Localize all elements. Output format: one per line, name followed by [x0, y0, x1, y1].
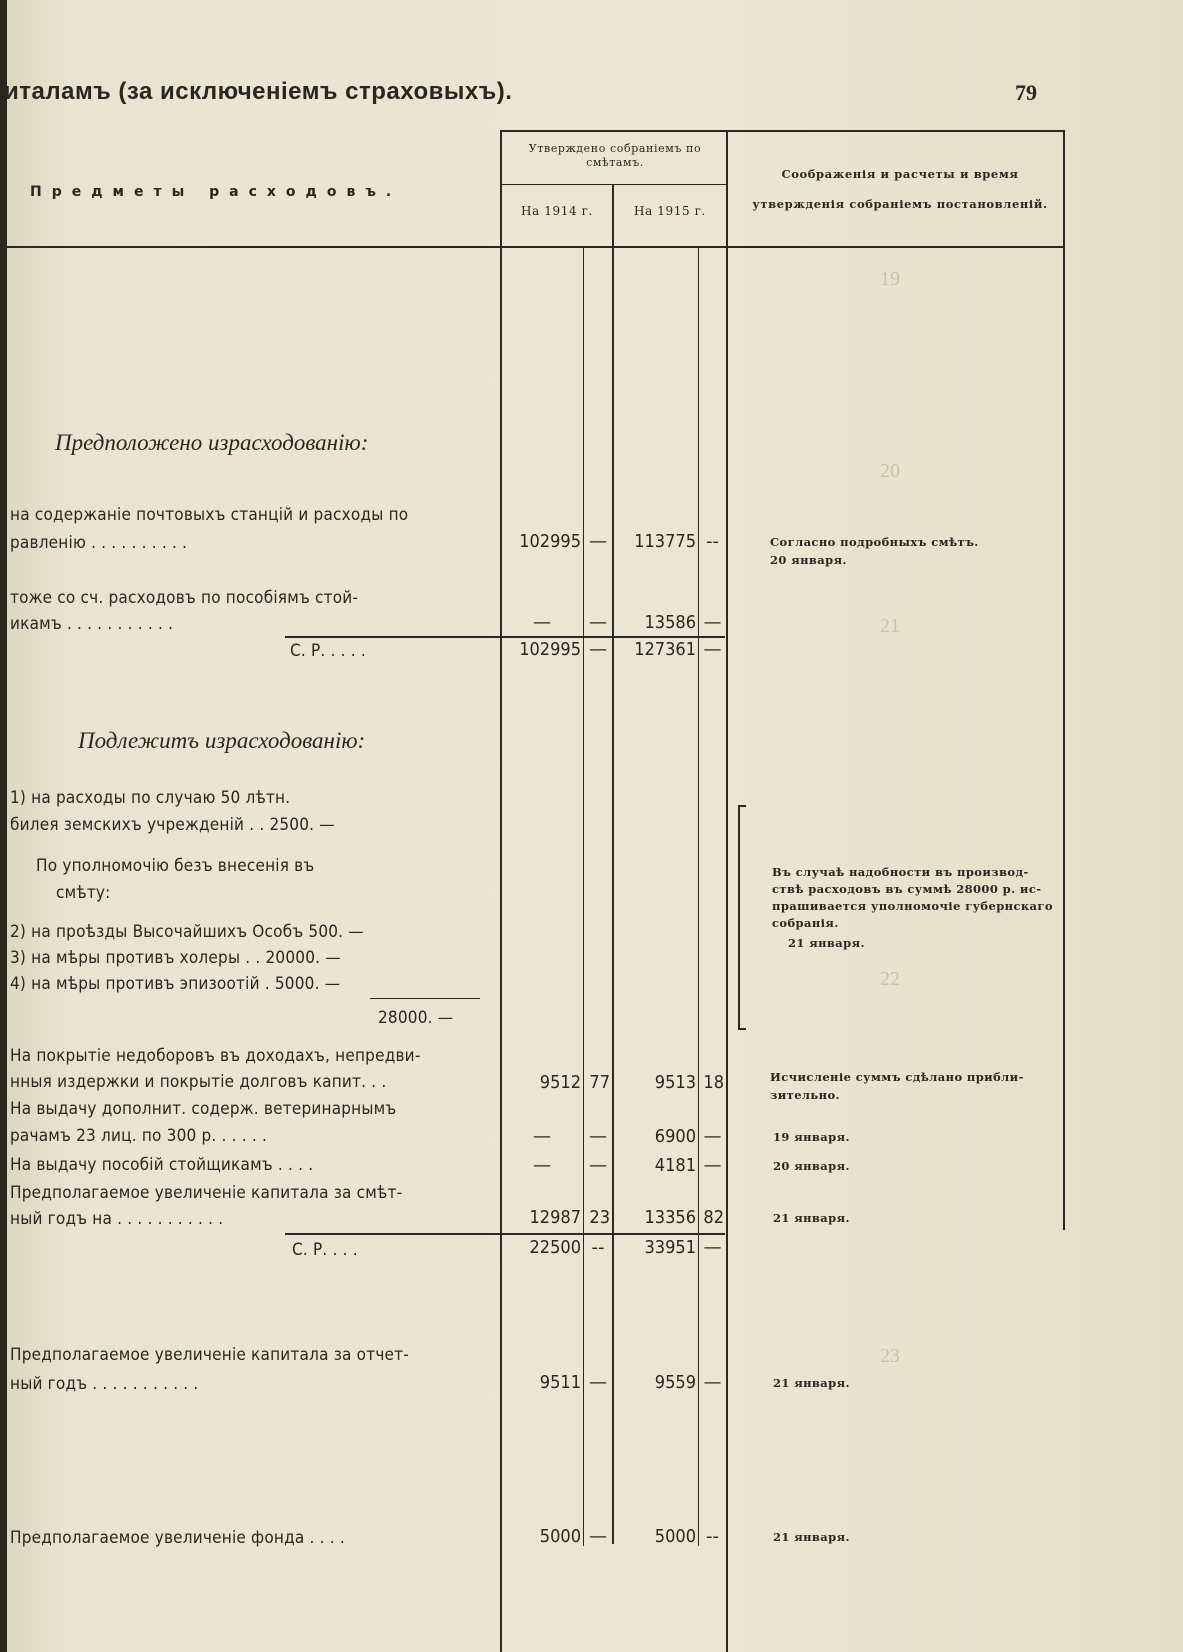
- bleed-through: 19: [880, 268, 900, 290]
- sub-total: 28000. —: [378, 1008, 454, 1028]
- column-header-remarks: Соображенія и расчеты и время утвержденія собраніемъ постановленій.: [752, 167, 1048, 211]
- value-1914-kop: —: [589, 612, 607, 633]
- column-header-approved: Утверждено собраніемъ по смѣтамъ.: [528, 142, 702, 169]
- column-header-subjects: Предметы расходовъ.: [30, 184, 402, 200]
- bleed-through: 21: [880, 615, 900, 637]
- value-1915-kop: —: [703, 1126, 722, 1147]
- col-divider-1914-kop: [583, 246, 584, 1546]
- row-label-line2: икамъ . . . . . . . . . . .: [10, 614, 174, 634]
- remark-date: 20 января.: [773, 1159, 850, 1173]
- remark-text: собранія.: [772, 916, 839, 930]
- subtotal-1915-rub: 33951: [644, 1237, 696, 1258]
- value-1914-kop: 77: [589, 1072, 610, 1093]
- value-1914-kop: —: [589, 1126, 607, 1147]
- bracket: [738, 805, 740, 1030]
- bleed-through: 20: [880, 460, 900, 482]
- value-1915-kop: --: [706, 1526, 719, 1547]
- value-1915-rub: 113775: [634, 531, 696, 552]
- sub-item: смѣту:: [56, 883, 111, 903]
- value-1915-kop: —: [703, 1372, 722, 1393]
- value-1914-rub: 9512: [539, 1072, 581, 1093]
- sub-item: 4) на мѣры противъ эпизоотій . 5000. —: [10, 974, 341, 994]
- remark-date: 20 января.: [770, 553, 847, 567]
- row-label-line1: На выдачу пособій стойщикамъ . . . .: [10, 1155, 314, 1175]
- value-1915-kop: 82: [703, 1207, 724, 1228]
- row-label-line1: На выдачу дополнит. содерж. ветеринарнымъ: [10, 1099, 397, 1119]
- remark-date: 21 января.: [773, 1530, 850, 1544]
- remark-date: 21 января.: [788, 936, 865, 950]
- value-1914-kop: —: [589, 531, 607, 552]
- row-label-line2: рачамъ 23 лиц. по 300 р. . . . . .: [10, 1126, 268, 1146]
- value-1914-rub: 9511: [539, 1372, 581, 1393]
- bleed-through: 23: [880, 1345, 900, 1367]
- value-1915-rub: 6900: [654, 1126, 696, 1147]
- value-1914-rub: 12987: [529, 1207, 581, 1228]
- value-1915-rub: 13356: [644, 1207, 696, 1228]
- section-heading-proposed: Предположено израсходованію:: [55, 430, 369, 455]
- column-header-1914: На 1914 г.: [521, 204, 593, 218]
- value-1915-kop: 18: [703, 1072, 724, 1093]
- value-1914-kop: —: [589, 1526, 607, 1547]
- bracket-bottom: [738, 1028, 746, 1030]
- sub-total-rule: [370, 998, 480, 999]
- row-label-line2: ный годъ . . . . . . . . . . .: [10, 1374, 199, 1394]
- value-1914-rub: —: [533, 1126, 551, 1147]
- remark-text: Согласно подробныхъ смѣтъ.: [770, 535, 979, 549]
- row-label-line1: Предполагаемое увеличеніе фонда . . . .: [10, 1528, 345, 1548]
- remark-text: зительно.: [770, 1088, 840, 1102]
- remark-date: 21 января.: [773, 1376, 850, 1390]
- row-label-line1: На покрытіе недоборовъ въ доходахъ, непредви-: [10, 1046, 421, 1066]
- col-divider-1914: [612, 184, 614, 1544]
- value-1915-rub: 9513: [654, 1072, 696, 1093]
- bracket-top: [738, 805, 746, 807]
- sub-item: 3) на мѣры противъ холеры . . 20000. —: [10, 948, 341, 968]
- bleed-through: 22: [880, 968, 900, 990]
- subtotal-1915-rub: 127361: [634, 639, 696, 660]
- sub-item: По уполномочію безъ внесенія въ: [36, 856, 315, 876]
- subtotal-rule: [285, 636, 725, 638]
- row-label-line1: Предполагаемое увеличеніе капитала за смѣт-: [10, 1183, 403, 1203]
- subtotal-1914-kop: —: [589, 639, 607, 660]
- row-label-line2: равленію . . . . . . . . . .: [10, 533, 188, 553]
- page-number: 79: [1015, 80, 1037, 105]
- subtotal-rule: [285, 1233, 725, 1235]
- remark-text: Въ случаѣ надобности въ производ-: [772, 865, 1029, 879]
- column-header-1915: На 1915 г.: [634, 204, 706, 218]
- value-1914-rub: —: [533, 612, 551, 633]
- page-header-title: италамъ (за исключеніемъ страховыхъ).: [4, 78, 513, 105]
- value-1915-rub: 5000: [654, 1526, 696, 1547]
- value-1915-kop: —: [703, 612, 722, 633]
- col-divider-1915-kop: [698, 246, 699, 1546]
- section-heading-subject-to: Подлежитъ израсходованію:: [78, 728, 366, 753]
- row-label-line1: тоже со сч. расходовъ по пособіямъ стой-: [10, 588, 359, 608]
- col-divider-remarks: [726, 130, 728, 1652]
- subtotal-1915-kop: —: [703, 639, 722, 660]
- subtotal-1915-kop: —: [703, 1237, 722, 1258]
- remark-text: прашивается уполномочіе губернскаго: [772, 899, 1053, 913]
- subtotal-1914-rub: 22500: [529, 1237, 581, 1258]
- value-1914-kop: 23: [589, 1207, 610, 1228]
- value-1915-kop: —: [703, 1155, 722, 1176]
- value-1914-rub: —: [533, 1155, 551, 1176]
- value-1915-rub: 4181: [654, 1155, 696, 1176]
- value-1914-kop: —: [589, 1155, 607, 1176]
- subtotal-label: С. Р. . . .: [292, 1240, 358, 1260]
- table-right-edge: [1063, 130, 1065, 1230]
- value-1914-rub: 5000: [539, 1526, 581, 1547]
- value-1914-rub: 102995: [519, 531, 581, 552]
- row-label-line1: на содержаніе почтовыхъ станцій и расходы по: [10, 505, 409, 525]
- remark-text: Исчисленіе суммъ сдѣлано прибли-: [770, 1070, 1024, 1084]
- value-1914-kop: —: [589, 1372, 607, 1393]
- row-label-line2: нныя издержки и покрытіе долговъ капит. . .: [10, 1072, 387, 1092]
- col-divider-subjects: [500, 130, 502, 1652]
- row-label-line1: Предполагаемое увеличеніе капитала за отчет-: [10, 1345, 409, 1365]
- sub-item: 2) на проѣзды Высочайшихъ Особъ 500. —: [10, 922, 364, 942]
- subtotal-label: С. Р. . . . .: [290, 641, 366, 661]
- value-1915-rub: 13586: [644, 612, 696, 633]
- subtotal-1914-rub: 102995: [519, 639, 581, 660]
- header-bottom-rule: [0, 246, 1065, 248]
- value-1915-rub: 9559: [654, 1372, 696, 1393]
- sub-item: билея земскихъ учрежденій . . 2500. —: [10, 815, 335, 835]
- sub-item: 1) на расходы по случаю 50 лѣтн.: [10, 788, 291, 808]
- table-top-rule: [500, 130, 1065, 132]
- subtotal-1914-kop: --: [591, 1237, 605, 1258]
- remark-text: ствѣ расходовъ въ суммѣ 28000 р. ис-: [772, 882, 1042, 896]
- row-label-line2: ный годъ на . . . . . . . . . . .: [10, 1209, 224, 1229]
- value-1915-kop: --: [706, 531, 719, 552]
- remark-date: 21 января.: [773, 1211, 850, 1225]
- remark-date: 19 января.: [773, 1130, 850, 1144]
